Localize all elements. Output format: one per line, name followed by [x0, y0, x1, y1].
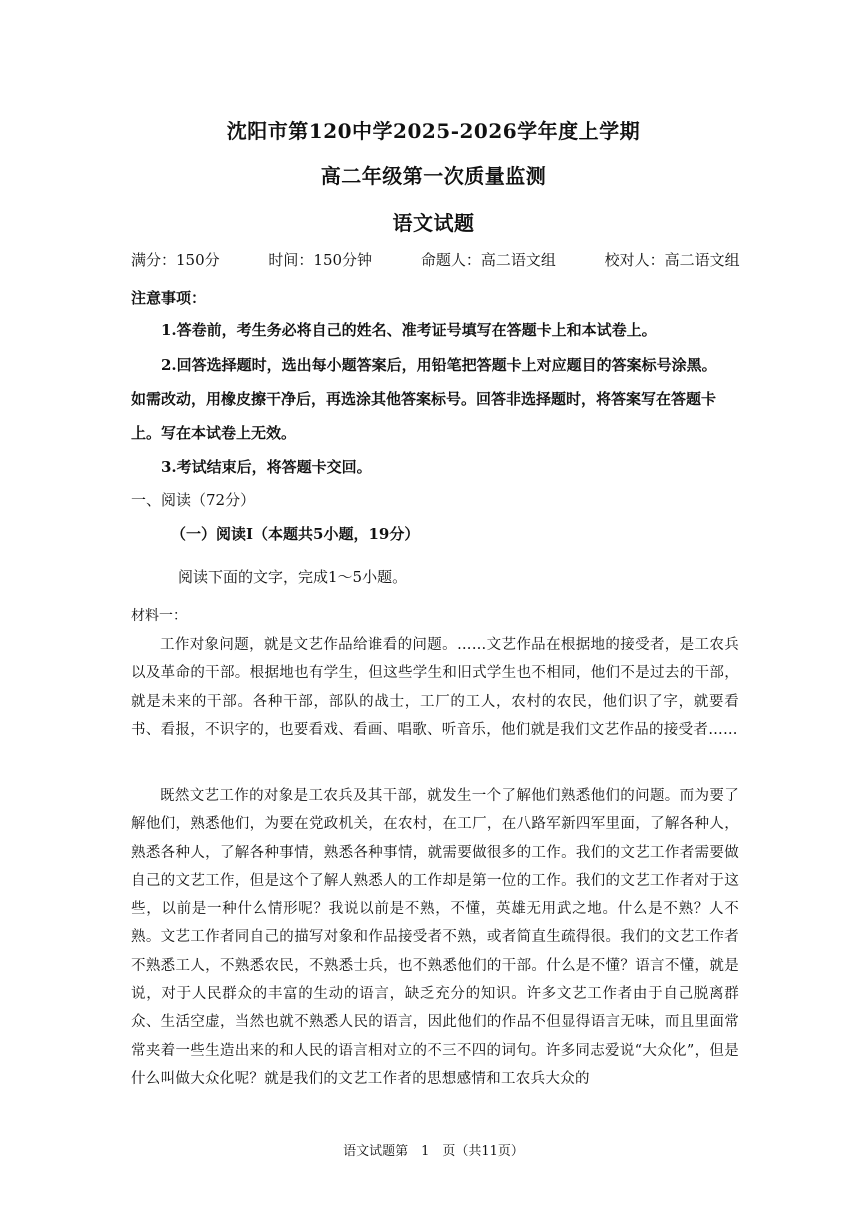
notice-heading: 注意事项：: [131, 289, 207, 307]
material-paragraph-2: 既然文艺工作的对象是工农兵及其干部，就发生一个了解他们熟悉他们的问题。而为要了解他们，熟悉他们，为要在党政机关，在农村，在工厂，在八路军新四军里面，了解各种人，熟悉各种人，了解各种事情，熟悉各种事情，就需要做很多的工作。我们的文艺工作者需要做自己的文艺工作，但是这个了解人熟悉人的工作却是第一位的工作。我们的文艺工作者对于这些，以前是一种什么情形呢？我说以前是不熟，不懂，英雄无用武之地。什么是不熟？人不熟。文艺工作者同自己的描写对象和作品接受者不熟，或者简直生疏得很。我们的文艺工作者不熟悉工人，不熟悉农民，不熟悉士兵，也不熟悉他们的干部。什么是不懂？语言不懂，就是说，对于人民群众的丰富的生动的语言，缺乏充分的知识。许多文艺工作者由于自己脱离群众、生活空虚，当然也就不熟悉人民的语言，因此他们的作品不但显得语言无味，而且里面常常夹着一些生造出来的和人民的语言相对立的不三不四的词句。许多同志爱说“大众化”，但是什么叫做大众化呢？就是我们的文艺工作者的思想感情和工农兵大众的: [131, 788, 739, 1087]
exam-title-subject: 语文试题: [392, 211, 475, 235]
material-label: 材料一：: [131, 608, 187, 624]
material-paragraph-1: 工作对象问题，就是文艺作品给谁看的问题。……文艺作品在根据地的接受者，是工农兵以及革命的干部。根据地也有学生，但这些学生和旧式学生也不相同，他们不是过去的干部，就是未来的干部。各种干部，部队的战士，工厂的工人，农村的农民，他们识了字，就要看书、看报，不识字的，也要看戏、看画、唱歌、听音乐，他们就是我们文艺作品的接受者……: [131, 637, 739, 738]
meta-author: 命题人：高二语文组: [420, 251, 556, 269]
notice-rule-2-line-1: 2.回答选择题时，选出每小题答案后，用铅笔把答题卡上对应题目的答案标号涂黑。: [161, 356, 717, 374]
exam-title-grade: 高二年级第一次质量监测: [320, 164, 547, 188]
meta-time: 时间：150分钟: [268, 251, 373, 269]
section-subheading: （一）阅读Ⅰ（本题共5小题，19分）: [171, 525, 420, 543]
page-footer: 语文试题第 1 页（共11页）: [343, 1144, 524, 1159]
exam-title-school: 沈阳市第120中学2025-2026学年度上学期: [226, 119, 641, 143]
meta-score: 满分：150分: [131, 251, 220, 269]
exam-meta: [131, 249, 784, 270]
meta-proofreader: 校对人：高二语文组: [604, 251, 740, 269]
notice-rule-1: 1.答卷前，考生务必将自己的姓名、准考证号填写在答题卡上和本试卷上。: [161, 321, 657, 339]
notice-rule-2-line-2: 如需改动，用橡皮擦干净后，再选涂其他答案标号。回答非选择题时，将答案写在答题卡: [131, 390, 717, 408]
notice-rule-2-line-3: 上。写在本试卷上无效。: [131, 424, 297, 442]
section-instruction: 阅读下面的文字，完成1～5小题。: [178, 568, 408, 586]
section-heading: 一、阅读（72分）: [131, 491, 256, 509]
notice-rule-3: 3.考试结束后，将答题卡交回。: [161, 458, 372, 476]
